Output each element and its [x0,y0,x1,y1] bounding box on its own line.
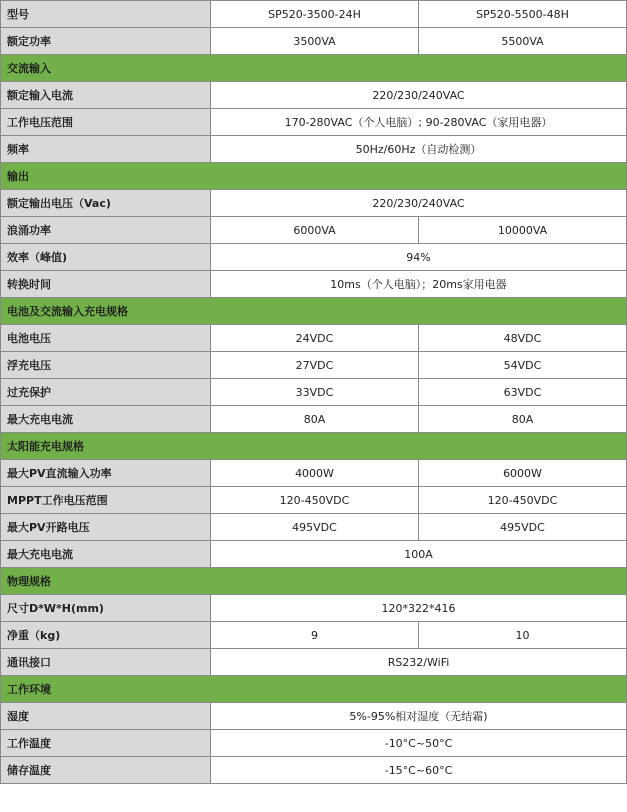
section-header-row [1,55,627,82]
spec-row [1,82,627,109]
spec-value-model-a: SP520-3500-24H [211,1,419,28]
section-title: 交流输入 [1,55,627,82]
spec-row [1,28,627,55]
spec-row [1,217,627,244]
spec-value-shared: 10ms（个人电脑）；20ms家用电器 [211,271,627,298]
spec-value-model-b: 80A [419,406,627,433]
spec-value-shared: 50Hz/60Hz（自动检测） [211,136,627,163]
spec-value-shared: 94% [211,244,627,271]
spec-label: 转换时间 [1,271,211,298]
spec-value-model-a: 9 [211,622,419,649]
spec-label: 湿度 [1,703,211,730]
spec-row [1,109,627,136]
spec-label: 浮充电压 [1,352,211,379]
spec-label: MPPT工作电压范围 [1,487,211,514]
section-title: 电池及交流输入充电规格 [1,298,627,325]
spec-row [1,460,627,487]
spec-value-model-b: 10 [419,622,627,649]
section-header-row [1,676,627,703]
spec-value-shared: 220/230/240VAC [211,82,627,109]
spec-row [1,730,627,757]
spec-row [1,190,627,217]
spec-label: 额定输入电流 [1,82,211,109]
spec-value-model-a: 24VDC [211,325,419,352]
spec-row [1,649,627,676]
section-title: 太阳能充电规格 [1,433,627,460]
spec-row [1,352,627,379]
spec-label: 通讯接口 [1,649,211,676]
section-title: 工作环境 [1,676,627,703]
spec-row [1,1,627,28]
spec-value-model-a: 4000W [211,460,419,487]
section-header-row [1,568,627,595]
spec-value-shared: 100A [211,541,627,568]
spec-row [1,703,627,730]
spec-value-shared: 120*322*416 [211,595,627,622]
spec-row [1,541,627,568]
spec-value-model-b: 54VDC [419,352,627,379]
spec-label: 额定功率 [1,28,211,55]
spec-value-model-a: 33VDC [211,379,419,406]
spec-row [1,136,627,163]
section-title: 输出 [1,163,627,190]
spec-value-shared: 170-280VAC（个人电脑）; 90-280VAC（家用电器） [211,109,627,136]
spec-value-model-b: 6000W [419,460,627,487]
section-title: 物理规格 [1,568,627,595]
spec-row [1,406,627,433]
spec-label: 储存温度 [1,757,211,784]
spec-value-shared: 220/230/240VAC [211,190,627,217]
spec-label: 工作电压范围 [1,109,211,136]
spec-value-model-b: 10000VA [419,217,627,244]
spec-row [1,379,627,406]
spec-value-model-a: 6000VA [211,217,419,244]
spec-table-body [1,1,627,784]
spec-row [1,595,627,622]
section-header-row [1,433,627,460]
spec-label: 效率（峰值) [1,244,211,271]
spec-value-model-b: 63VDC [419,379,627,406]
spec-label: 最大充电电流 [1,541,211,568]
spec-value-model-b: SP520-5500-48H [419,1,627,28]
spec-label: 额定输出电压（Vac) [1,190,211,217]
spec-label: 净重（kg) [1,622,211,649]
spec-value-model-a: 3500VA [211,28,419,55]
spec-label: 最大PV开路电压 [1,514,211,541]
spec-row [1,325,627,352]
spec-value-model-a: 80A [211,406,419,433]
spec-label: 浪涌功率 [1,217,211,244]
spec-label: 尺寸D*W*H(mm) [1,595,211,622]
spec-value-model-b: 48VDC [419,325,627,352]
spec-row [1,757,627,784]
spec-value-model-a: 120-450VDC [211,487,419,514]
spec-label: 电池电压 [1,325,211,352]
spec-value-shared: -15°C~60°C [211,757,627,784]
section-header-row [1,298,627,325]
spec-value-model-a: 495VDC [211,514,419,541]
spec-row [1,622,627,649]
spec-row [1,514,627,541]
spec-value-model-a: 27VDC [211,352,419,379]
spec-value-shared: RS232/WiFi [211,649,627,676]
spec-row [1,244,627,271]
spec-label: 型号 [1,1,211,28]
spec-value-shared: 5%-95%相对湿度（无结霜) [211,703,627,730]
spec-label: 工作温度 [1,730,211,757]
section-header-row [1,163,627,190]
spec-value-model-b: 495VDC [419,514,627,541]
spec-label: 频率 [1,136,211,163]
spec-row [1,487,627,514]
spec-label: 最大PV直流输入功率 [1,460,211,487]
spec-value-model-b: 5500VA [419,28,627,55]
spec-value-shared: -10°C~50°C [211,730,627,757]
spec-row [1,271,627,298]
spec-label: 最大充电电流 [1,406,211,433]
spec-label: 过充保护 [1,379,211,406]
spec-value-model-b: 120-450VDC [419,487,627,514]
